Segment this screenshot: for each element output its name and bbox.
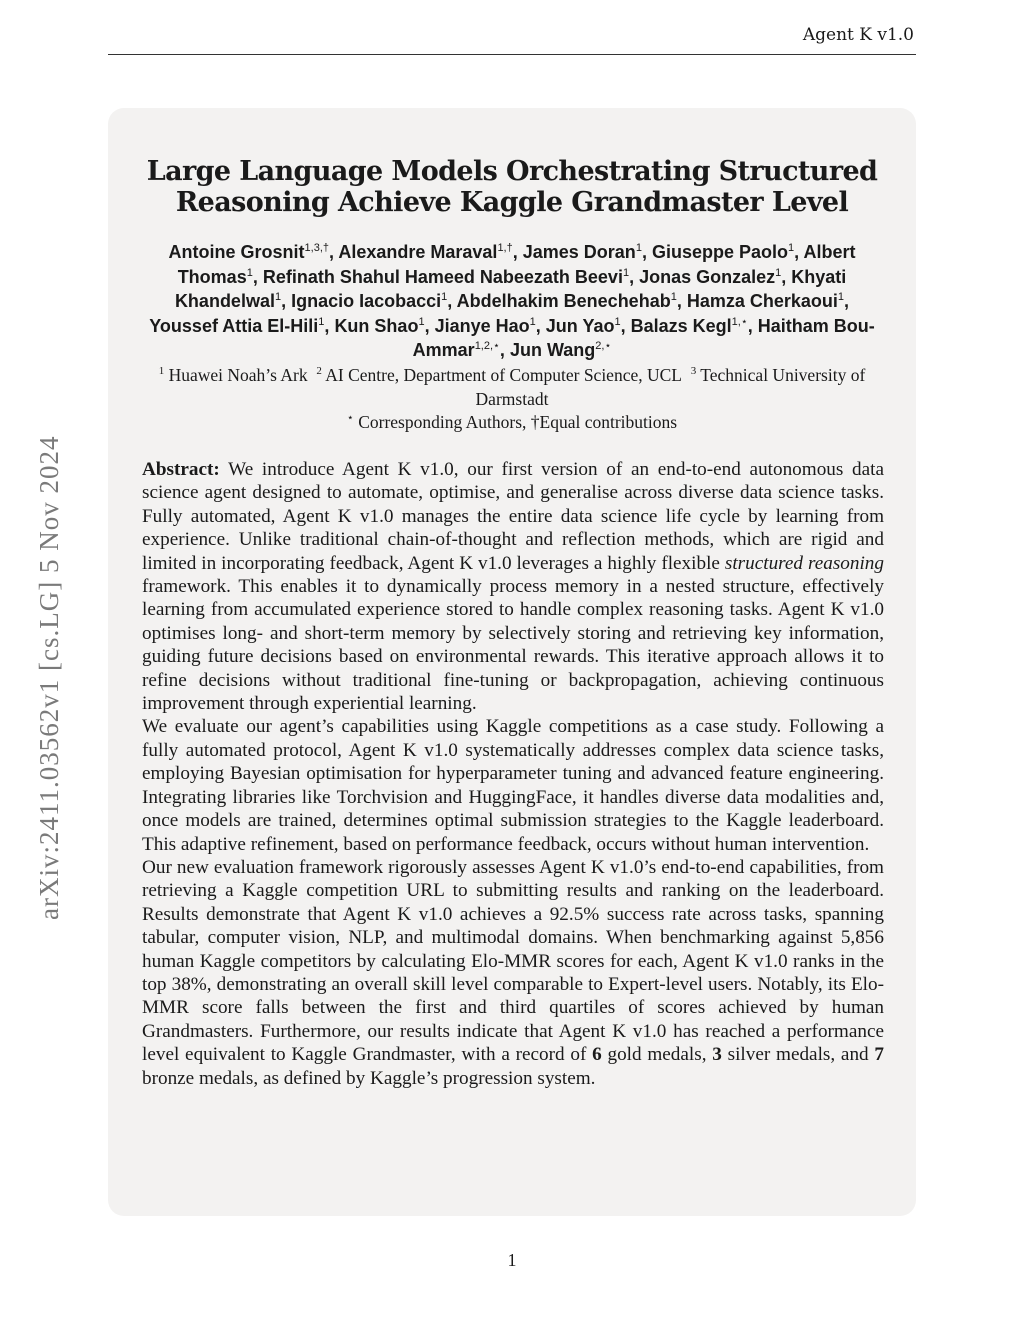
- abstract-paragraph: We evaluate our agent’s capabilities using Kaggle competitions as a case study. Following a fully automated protocol, Agent K v1.0 systematically addresses complex data science tasks, employing Bayesian optimisation for hyperparameter tuning and advanced feature engineering. Integrating libraries like Torchvision and HuggingFace, it handles diverse data modalities and, once models are trained, determines optimal submission strategies to the Kaggle leaderboard. This adaptive refinement, based on performance feedback, occurs without human intervention.: [142, 716, 884, 855]
- author-affiliation-marker: 1: [441, 291, 448, 303]
- author: Antoine Grosnit: [168, 242, 305, 262]
- title-line: Large Language Models Orchestrating Structured: [146, 156, 878, 187]
- author-affiliation-marker: 1: [529, 315, 536, 328]
- author-affiliation-marker: 2,⋆: [595, 340, 612, 352]
- title-line: Reasoning Achieve Kaggle Grandmaster Level: [175, 187, 849, 218]
- author-affiliation-marker: 1: [614, 315, 621, 328]
- paper-title: [120, 156, 904, 218]
- affiliations: [150, 364, 874, 435]
- author: Albert Thomas: [177, 242, 856, 287]
- author: Jun Yao: [545, 315, 615, 336]
- author: Balazs Kegl: [630, 315, 732, 336]
- author-affiliation-marker: 1: [775, 266, 782, 279]
- author-affiliation-marker: 1: [837, 291, 845, 303]
- page-number: 1: [507, 1250, 517, 1270]
- bronze-medal-count: 7: [874, 1044, 884, 1066]
- author: Abdelhakim Benechehab: [456, 291, 671, 311]
- correspondence-note: ⋆ Corresponding Authors, †Equal contributions: [346, 412, 678, 432]
- author: Alexandre Maraval: [338, 242, 498, 262]
- author-affiliation-marker: 1,†: [497, 242, 513, 254]
- author-list: Antoine Grosnit$^{1,3,\dagger}$, Alexandre Maraval$^{1,\dagger}$, James Doran$^1$, Giuseppe Paolo$^1$, Albert Thomas$^1$, Refinath Shahul Hameed Nabeezath Beevi$^1$, Jonas Gonzalez$^1$, Khyati Khandelwal$^1$, Ignacio Iacobacci$^1$, Abdelhakim Benechehab$^1$, Hamza Cherkaoui$^1$, Youssef Attia El-Hili$^1$, Kun Shao$^1$, Jianye Hao$^1$, Jun Yao$^1$, Balazs Kegl$^{1,⋆}$, Haitham Bou-Ammar$^{1,2,⋆}$, Jun Wang$^{2,⋆}$: [149, 242, 875, 360]
- author-affiliation-marker: 1: [670, 291, 677, 303]
- silver-medal-count: 3: [712, 1044, 722, 1066]
- author: Hamza Cherkaoui: [686, 291, 838, 311]
- abstract-paragraph: Our new evaluation framework rigorously assesses Agent K v1.0’s end-to-end capabilities, from retrieving a Kaggle competition URL to submitting results and ranking on the leaderboard. Results demonstrate that Agent K v1.0 achieves a 92.5% success rate across tasks, spanning tabular, computer vision, NLP, and multimodal domains. When benchmarking against 5,856 human Kaggle competitors by calculating Elo-MMR scores for each, Agent K v1.0 ranks in the top 38%, demonstrating an overall skill level comparable to Expert-level users. Notably, its Elo-MMR score falls between the first and third quartiles of scores achieved by human Grandmasters. Furthermore, our results indicate that Agent K v1.0 has reached a performance level equivalent to Kaggle Grandmaster, with a record of 6 gold medals, 3 silver medals, and 7 bronze medals, as defined by Kaggle’s progression system.: [142, 856, 884, 1089]
- abstract: [142, 458, 884, 1090]
- author-affiliation-marker: 1: [787, 242, 795, 254]
- author: Youssef Attia El-Hili: [149, 315, 319, 336]
- gold-medal-count: 6: [592, 1044, 602, 1066]
- author-affiliation-marker: 1: [274, 291, 282, 303]
- arxiv-stamp: arXiv:2411.03562v1 [cs.LG] 5 Nov 2024: [34, 435, 64, 920]
- affiliation: AI Centre, Department of Computer Science, UCL: [325, 365, 682, 385]
- author: Jonas Gonzalez: [639, 266, 776, 287]
- emphasis-text: structured reasoning: [724, 552, 884, 574]
- author-affiliation-marker: 1: [622, 266, 630, 279]
- author: Refinath Shahul Hameed Nabeezath Beevi: [262, 266, 623, 287]
- author: Jun Wang: [509, 340, 596, 360]
- author-affiliation-marker: 1,2,⋆: [474, 340, 500, 352]
- author: Giuseppe Paolo: [651, 242, 788, 262]
- author-affiliation-marker: 1: [418, 315, 425, 328]
- abstract-label: Abstract:: [142, 459, 220, 480]
- abstract-paragraph: Abstract: We introduce Agent K v1.0, our first version of an end-to-end autonomous data science agent designed to automate, optimise, and generalise across diverse data science tasks. Fully automated, Agent K v1.0 manages the entire data science life cycle by learning from experience. Unlike traditional chain-of-thought and reflection methods, which are rigid and limited in incorporating feedback, Agent K v1.0 leverages a highly flexible structured reasoning framework. This enables it to dynamically process memory in a nested structure, effectively learning from accumulated experience stored to handle complex reasoning tasks. Agent K v1.0 optimises long- and short-term memory by selectively storing and retrieving key information, guiding future decisions based on environmental rewards. This iterative approach allows it to refine decisions without traditional fine-tuning or backpropagation, achieving continuous improvement through experiential learning.: [142, 459, 885, 715]
- affiliation: Huawei Noah’s Ark: [168, 365, 308, 385]
- author: Kun Shao: [334, 315, 419, 336]
- author: James Doran: [522, 242, 636, 262]
- author: Khyati Khandelwal: [174, 266, 847, 311]
- affiliation-line: $^1$ Huawei Noah’s Ark $^2$ AI Centre, Department of Computer Science, UCL $^3$ Technical University of Darmstadt: [158, 365, 866, 409]
- author: Haitham Bou-Ammar: [412, 315, 875, 360]
- author: Jianye Hao: [434, 315, 530, 336]
- running-title: Agent K v1.0: [802, 25, 914, 45]
- author-affiliation-marker: 1: [318, 315, 325, 328]
- author-affiliation-marker: 1,3,†: [304, 242, 329, 254]
- affiliation: Technical University of Darmstadt: [475, 365, 866, 409]
- author-affiliation-marker: 1,⋆: [731, 315, 748, 328]
- author-affiliation-marker: 1: [635, 242, 642, 254]
- author: Ignacio Iacobacci: [291, 291, 442, 311]
- author-affiliation-marker: 1: [246, 266, 253, 279]
- header-rule: [108, 54, 916, 55]
